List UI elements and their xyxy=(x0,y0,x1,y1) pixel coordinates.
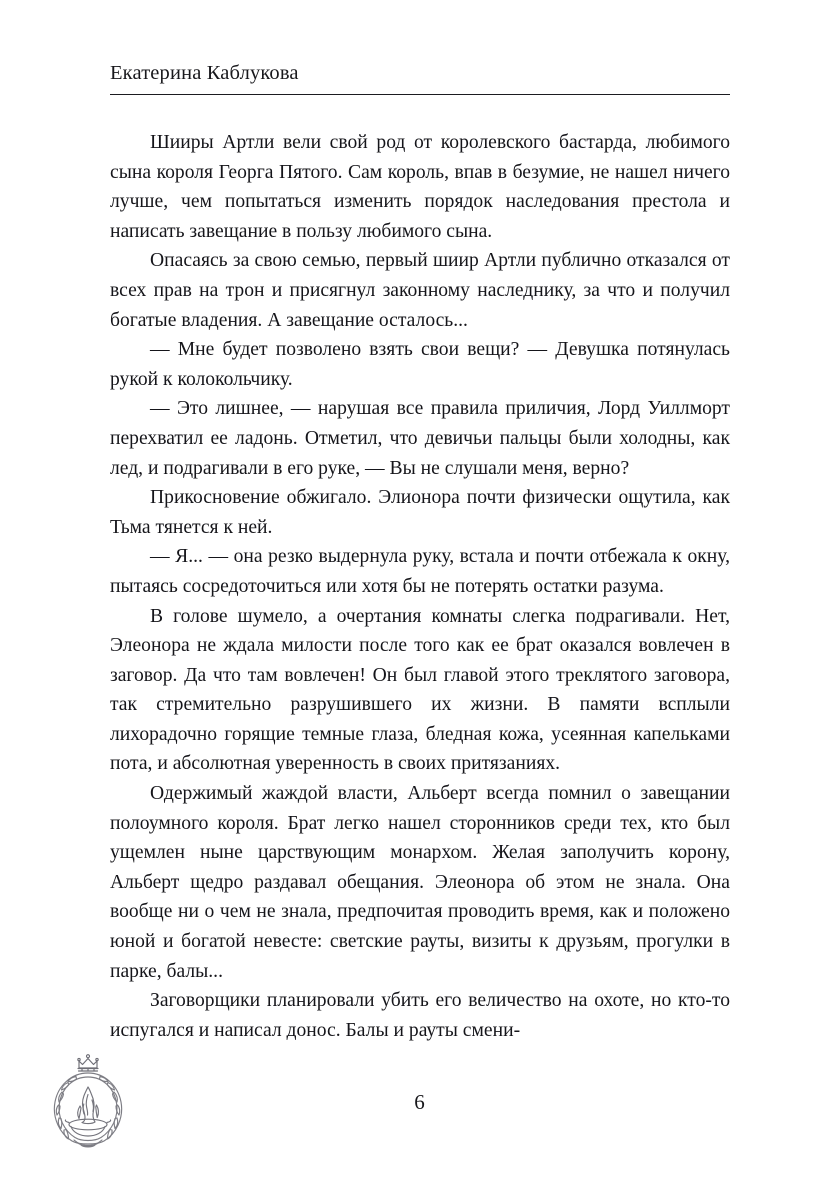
paragraph: Шииры Артли вели свой род от королевского бастарда, любимого сына короля Георга Пятого. Сам король, впав в безумие, не нашел ничего лучше, чем попытаться изменить порядок наследования престола и написать завещание в пользу любимого сына. xyxy=(110,132,730,242)
page-number: 6 xyxy=(414,1090,425,1114)
paragraph: В голове шумело, а очертания комнаты слегка подрагивали. Нет, Элеонора не ждала милости после того как ее брат оказался вовлечен в заговор. Да что там вовлечен! Он был главой этого треклятого заговора, так стремительно разрушившего их жизни. В памяти всплыли лихорадочно горящие темные глаза, бледная кожа, усеянная капельками пота, и абсолютная уверенность в своих притязаниях. xyxy=(110,605,730,775)
paragraph: — Мне будет позволено взять свои вещи? — Девушка потянулась рукой к колокольчику. xyxy=(110,339,730,390)
paragraph: Одержимый жаждой власти, Альберт всегда помнил о завещании полоумного короля. Брат легко нашел сторонников среди тех, кто был ущемлен ныне царствующим монархом. Желая заполучить корону, Альберт щедро раздавал обещания. Элеонора об этом не знала. Она вообще ни о чем не знала, предпочитая проводить время, как и положено юной и богатой невесте: светские рауты, визиты к друзьям, прогулки в парке, балы... xyxy=(110,783,730,982)
paragraph: — Это лишнее, — нарушая все правила приличия, Лорд Уиллморт перехватил ее ладонь. Отметил, что девичьи пальцы были холодны, как лед, и подрагивали в его руке, — Вы не слушали меня, верно? xyxy=(110,398,730,479)
body-text xyxy=(110,128,730,1045)
paragraph: Опасаясь за свою семью, первый шиир Артли публично отказался от всех прав на трон и присягнул законному наследнику, за что и получил богатые владения. А завещание осталось... xyxy=(110,250,730,331)
header-divider xyxy=(110,94,730,96)
paragraph: Прикосновение обжигало. Элионора почти физически ощутила, как Тьма тянется к ней. xyxy=(110,487,730,538)
author-name: Екатерина Каблукова xyxy=(110,62,299,84)
paragraph: Заговорщики планировали убить его величество на охоте, но кто-то испугался и написал донос. Балы и рауты смени- xyxy=(110,990,730,1041)
paragraph: — Я... — она резко выдернула руку, встала и почти отбежала к окну, пытаясь сосредоточиться или хотя бы не потерять остатки разума. xyxy=(110,546,730,597)
running-header xyxy=(110,62,730,95)
